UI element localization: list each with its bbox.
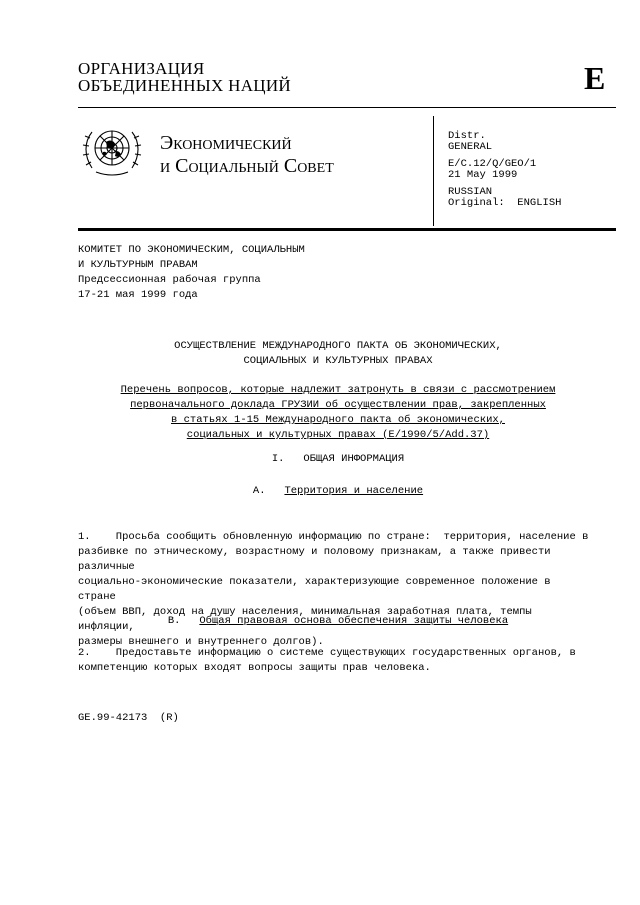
committee-line-2: И КУЛЬТУРНЫМ ПРАВАМ [78, 259, 198, 271]
header-thick-rule [78, 228, 616, 231]
subsection-b-letter: B. [167, 615, 181, 627]
subsection-a-heading [78, 484, 598, 499]
para2-line-1: 2. Предоставьте информацию о системе существующих государственных органов, в [78, 647, 576, 659]
committee-line-3: Предсессионная рабочая группа [78, 274, 261, 286]
para1-line-1: 1. Просьба сообщить обновленную информацию по стране: территория, население в [78, 531, 589, 543]
committee-block [78, 243, 305, 303]
distr-label: Distr. [448, 130, 486, 142]
org-line-1: ОРГАНИЗАЦИЯ [78, 59, 205, 78]
section-heading [78, 452, 598, 467]
para1-line-4: (объем ВВП, доход на душу населения, минимальная заработная плата, темпы инфляции, [78, 606, 532, 633]
paragraph-2 [78, 646, 574, 676]
para1-line-3: социально-экономические показатели, характеризующие современное положение в стране [78, 576, 551, 603]
distr-value: GENERAL [448, 141, 493, 153]
paragraph-1 [78, 530, 589, 650]
subtitle-line-2: первоначального доклада ГРУЗИИ об осуществлении прав, закрепленных [130, 399, 546, 411]
para2-line-2: компетенцию которых входят вопросы защиты прав человека. [78, 662, 431, 674]
section-title: ОБЩАЯ ИНФОРМАЦИЯ [303, 453, 405, 465]
council-line-2: и Социальный Совет [160, 155, 334, 177]
footer-code: GE.99-42173 (R) [78, 712, 179, 724]
org-line-2: ОБЪЕДИНЕННЫХ НАЦИЙ [78, 76, 292, 95]
header-divider [433, 116, 434, 226]
committee-line-1: КОМИТЕТ ПО ЭКОНОМИЧЕСКИМ, СОЦИАЛЬНЫМ [78, 244, 305, 256]
document-title [78, 339, 598, 369]
title-line-2: СОЦИАЛЬНЫХ И КУЛЬТУРНЫХ ПРАВАХ [243, 355, 433, 367]
document-symbol: E/C.12/Q/GEO/1 [448, 158, 537, 170]
header-rule [78, 107, 616, 108]
un-emblem-icon [78, 118, 146, 180]
title-line-1: ОСУЩЕСТВЛЕНИЕ МЕЖДУНАРОДНОГО ПАКТА ОБ ЭКОНОМИЧЕСКИХ, [174, 340, 502, 352]
section-number: I. [271, 453, 285, 465]
document-symbol-block [448, 131, 561, 209]
document-language: RUSSIAN [448, 186, 493, 198]
document-date: 21 May 1999 [448, 169, 518, 181]
subsection-a-letter: A. [252, 485, 266, 497]
subtitle-line-1: Перечень вопросов, которые надлежит затронуть в связи с рассмотрением [120, 384, 556, 396]
document-subtitle [78, 383, 598, 443]
committee-line-4: 17-21 мая 1999 года [78, 289, 198, 301]
para1-line-2: разбивке по этническому, возрастному и половому признакам, а также привести различные [78, 546, 551, 573]
council-title [160, 132, 334, 178]
organization-name [78, 60, 291, 94]
para1-line-5: размеры внешнего и внутреннего долгов). [78, 636, 324, 648]
subsection-b-title: Общая правовая основа обеспечения защиты человека [199, 615, 509, 627]
subsection-b-heading [78, 614, 598, 629]
language-letter: E [584, 60, 606, 96]
subtitle-line-3: в статьях 1-15 Международного пакта об экономических, [171, 414, 505, 426]
document-original: Original: ENGLISH [448, 197, 562, 209]
subsection-a-title: Территория и население [284, 485, 424, 497]
council-line-1: Экономический [160, 132, 292, 154]
subtitle-line-4: социальных и культурных правах (E/1990/5/Add.37) [186, 429, 490, 441]
